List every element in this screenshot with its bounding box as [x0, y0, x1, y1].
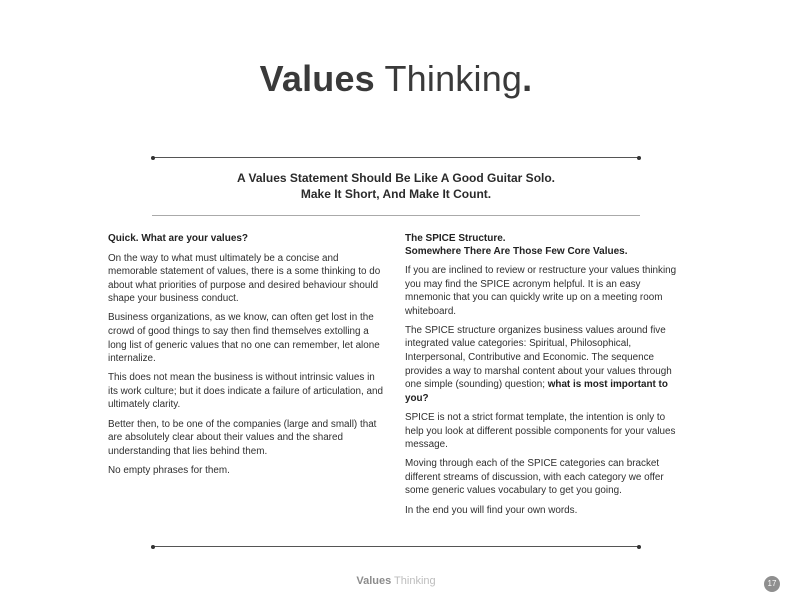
title-bold-part: Values: [259, 58, 375, 99]
title-light-part: Thinking: [374, 58, 523, 99]
motto-line-2: Make It Short, And Make It Count.: [300, 187, 492, 201]
right-column: [405, 233, 685, 523]
divider-dot-right: [637, 156, 641, 160]
bottom-divider: [152, 546, 640, 547]
left-heading: Quick. What are your values?: [108, 233, 249, 244]
middle-divider: [152, 215, 640, 216]
right-paragraph-text: The SPICE structure organizes business values around five integrated value categories: Spiritual, Philosophical, Interpersonal, Contributive and Economic. The sequence provides a way to marshal content about your values through one simple (sounding) question;: [405, 324, 672, 391]
footer-title: [0, 575, 792, 587]
footer-light-part: Thinking: [391, 575, 436, 587]
top-divider: [152, 157, 640, 158]
right-heading-line-2: Somewhere There Are Those Few Core Values.: [405, 245, 628, 257]
motto-block: [152, 170, 640, 202]
right-paragraph: Moving through each of the SPICE categories can bracket different streams of discussion, with each category we offer some generic values vocabulary to get you going.: [405, 458, 664, 497]
title-dot: .: [522, 58, 533, 99]
key-question: what is most important to you?: [405, 379, 668, 404]
right-heading-line-1: The SPICE Structure.: [405, 233, 506, 244]
left-paragraph: Business organizations, as we know, can often get lost in the crowd of good things to say then find themselves extolling a long list of generic values that no one can remember, let alone internalize.: [108, 312, 380, 365]
left-column: [108, 233, 384, 483]
page-number-badge: 17: [764, 576, 780, 592]
left-paragraph: This does not mean the business is without intrinsic values in its work culture; but it does indicate a failure of articulation, and ultimately clarity.: [108, 372, 384, 411]
divider-dot-right: [637, 545, 641, 549]
left-paragraph: On the way to what must ultimately be a concise and memorable statement of values, there is a some thinking to do about what priorities of purpose and desired behaviour should shape your business conduct.: [108, 252, 381, 305]
right-paragraph: In the end you will find your own words.: [405, 504, 578, 516]
right-paragraph: SPICE is not a strict format template, the intention is only to help you look at different possible components for your values message.: [405, 411, 676, 451]
right-paragraph: [405, 324, 685, 406]
motto-line-1: A Values Statement Should Be Like A Good Guitar Solo.: [236, 171, 556, 185]
footer-bold-part: Values: [356, 575, 392, 587]
divider-dot-left: [151, 545, 155, 549]
right-paragraph: If you are inclined to review or restructure your values thinking you may find the SPICE acronym helpful. It is an easy mnemonic that you can quickly write up on a meeting room whiteboard.: [405, 265, 677, 317]
left-paragraph: No empty phrases for them.: [108, 464, 230, 476]
page-title: [0, 58, 792, 100]
left-paragraph: Better then, to be one of the companies (large and small) that are absolutely clear about their values and the shared understanding that lies behind them.: [108, 418, 377, 457]
right-heading: [405, 233, 685, 258]
divider-dot-left: [151, 156, 155, 160]
